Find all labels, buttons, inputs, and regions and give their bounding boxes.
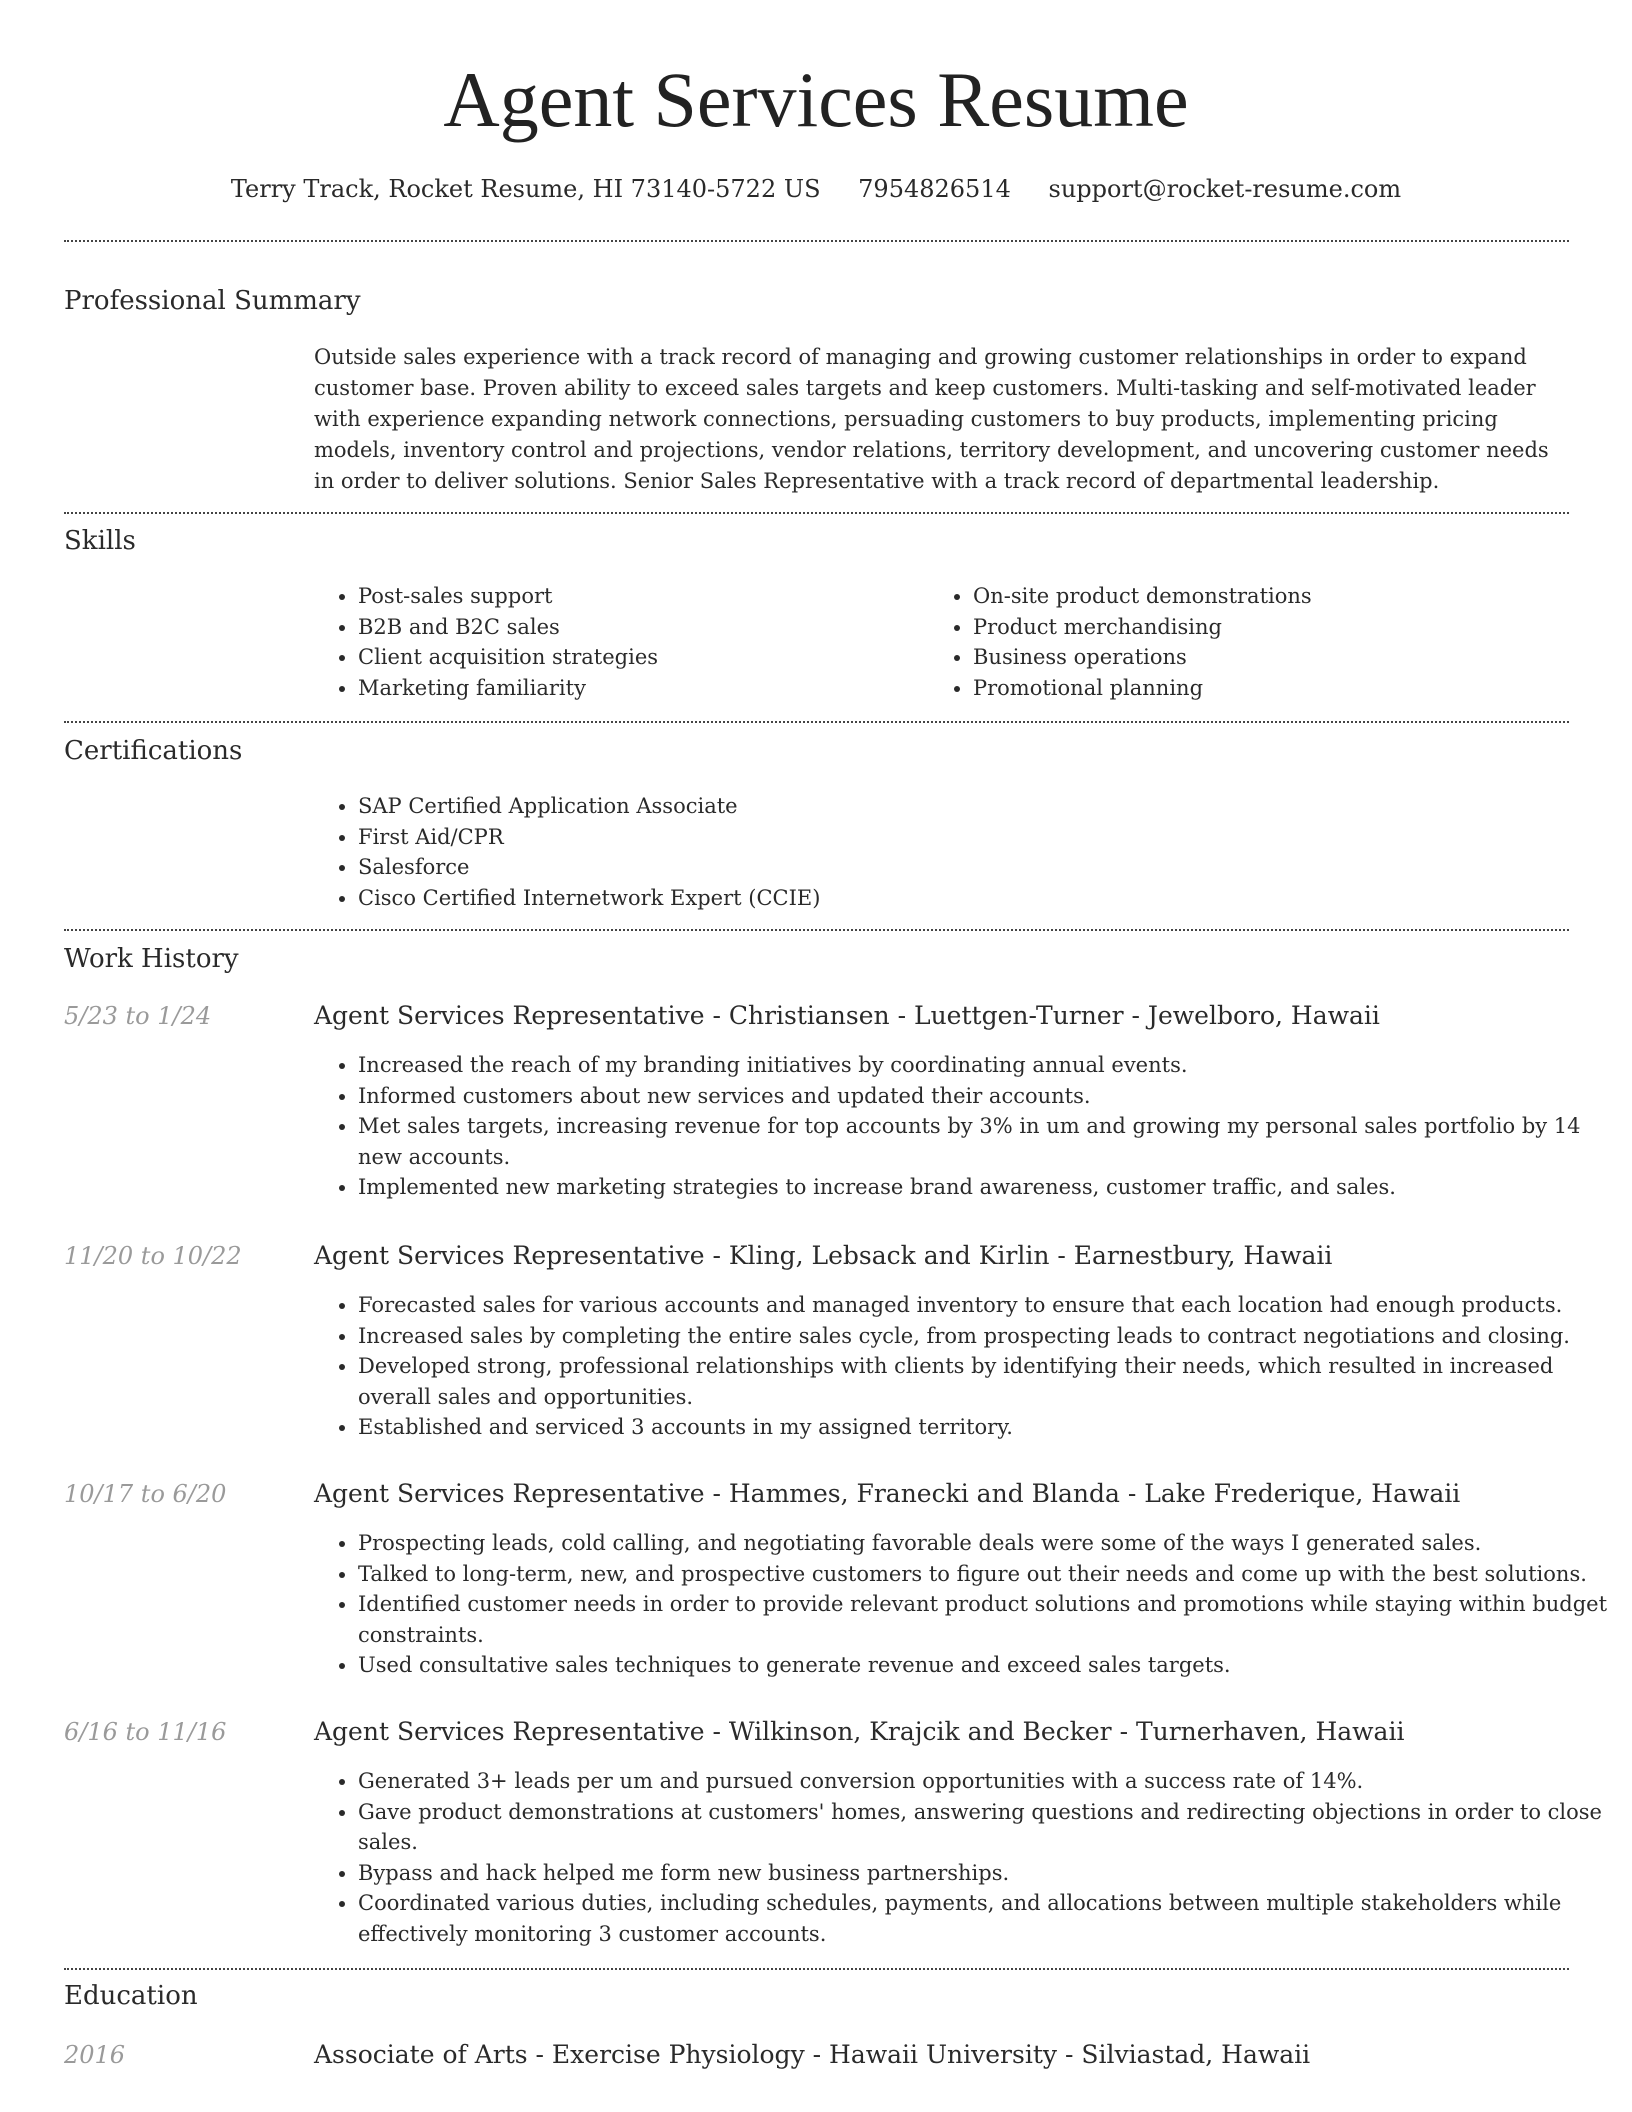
- education-title: Associate of Arts - Exercise Physiology - Hawaii University - Silviastad, Hawaii: [314, 2040, 1311, 2069]
- certification-item: • Cisco Certified Internetwork Expert (CCIE): [358, 883, 1558, 914]
- job-date: 10/17 to 6/20: [64, 1480, 227, 1508]
- resume-title: Agent Services Resume: [443, 56, 1189, 143]
- job-bullet: • Coordinated various duties, including schedules, payments, and allocations between multiple stakeholders while effectively monitoring 3 customer accounts.: [358, 1888, 1616, 1949]
- job-bullet: • Met sales targets, increasing revenue for top accounts by 3% in um and growing my personal sales portfolio by 14 new accounts.: [358, 1111, 1616, 1172]
- job-bullet: • Generated 3+ leads per um and pursued conversion opportunities with a success rate of 14%.: [358, 1766, 1616, 1797]
- job-bullet: • Forecasted sales for various accounts and managed inventory to ensure that each location had enough products.: [358, 1290, 1616, 1321]
- skill-item: • Marketing familiarity: [358, 673, 938, 704]
- skill-item: • Product merchandising: [973, 612, 1593, 643]
- job-bullet: • Identified customer needs in order to provide relevant product solutions and promotions while staying within budget constraints.: [358, 1589, 1616, 1650]
- divider: [64, 929, 1569, 931]
- job-bullets: [314, 1528, 1616, 1681]
- contact-address: Terry Track, Rocket Resume, HI 73140-5722 US: [230, 175, 821, 203]
- skill-item: • Promotional planning: [973, 673, 1593, 704]
- skill-item: • Client acquisition strategies: [358, 642, 938, 673]
- job-bullet: • Bypass and hack helped me form new business partnerships.: [358, 1858, 1616, 1889]
- job-bullet: • Used consultative sales techniques to generate revenue and exceed sales targets.: [358, 1650, 1616, 1681]
- job-bullet: • Increased sales by completing the entire sales cycle, from prospecting leads to contract negotiations and closing.: [358, 1321, 1616, 1352]
- education-date: 2016: [64, 2041, 126, 2069]
- certification-item: • First Aid/CPR: [358, 822, 1558, 853]
- certifications-list: [314, 791, 1558, 913]
- skill-item: • On-site product demonstrations: [973, 581, 1593, 612]
- contact-phone: 7954826514: [858, 175, 1011, 203]
- skills-list-right: [929, 581, 1593, 703]
- skill-item: • Post-sales support: [358, 581, 938, 612]
- job-date: 11/20 to 10/22: [64, 1242, 242, 1270]
- job-bullet: • Increased the reach of my branding initiatives by coordinating annual events.: [358, 1050, 1616, 1081]
- skills-list-left: [314, 581, 938, 703]
- job-bullets: [314, 1766, 1616, 1949]
- job-bullet: • Informed customers about new services and updated their accounts.: [358, 1081, 1616, 1112]
- divider: [64, 512, 1569, 514]
- divider: [64, 240, 1569, 242]
- job-bullet: • Gave product demonstrations at customers' homes, answering questions and redirecting objections in order to close sales.: [358, 1797, 1616, 1858]
- job-title: Agent Services Representative - Hammes, Franecki and Blanda - Lake Frederique, Hawaii: [314, 1479, 1461, 1508]
- skill-item: • B2B and B2C sales: [358, 612, 938, 643]
- section-title-skills: Skills: [64, 526, 136, 556]
- section-title-summary: Professional Summary: [64, 286, 361, 316]
- job-title: Agent Services Representative - Christiansen - Luettgen-Turner - Jewelboro, Hawaii: [314, 1001, 1380, 1030]
- job-bullet: • Implemented new marketing strategies to increase brand awareness, customer traffic, and sales.: [358, 1172, 1616, 1203]
- job-bullet: • Prospecting leads, cold calling, and negotiating favorable deals were some of the ways I generated sales.: [358, 1528, 1616, 1559]
- job-bullet: • Established and serviced 3 accounts in my assigned territory.: [358, 1412, 1616, 1443]
- contact-line: [0, 172, 1632, 206]
- summary-text: Outside sales experience with a track record of managing and growing customer relationships in order to expand customer base. Proven ability to exceed sales targets and keep customers. Multi-tasking and self-motivated leader with experience expanding network connections, persuading customers to buy products, implementing pricing models, inventory control and projections, vendor relations, territory development, and uncovering customer needs in order to deliver solutions. Senior Sales Representative with a track record of departmental leadership.: [314, 345, 1549, 493]
- job-title: Agent Services Representative - Wilkinson, Krajcik and Becker - Turnerhaven, Hawaii: [314, 1717, 1405, 1746]
- certification-item: • SAP Certified Application Associate: [358, 791, 1558, 822]
- job-date: 6/16 to 11/16: [64, 1718, 227, 1746]
- job-bullets: [314, 1290, 1616, 1443]
- section-title-education: Education: [64, 1981, 198, 2011]
- job-bullet: • Developed strong, professional relationships with clients by identifying their needs, which resulted in increased overall sales and opportunities.: [358, 1351, 1616, 1412]
- job-bullet: • Talked to long-term, new, and prospective customers to figure out their needs and come up with the best solutions.: [358, 1559, 1616, 1590]
- section-title-work-history: Work History: [64, 944, 239, 974]
- certification-item: • Salesforce: [358, 852, 1558, 883]
- contact-email: support@rocket-resume.com: [1048, 175, 1402, 203]
- section-title-certifications: Certifications: [64, 736, 243, 766]
- job-bullets: [314, 1050, 1616, 1203]
- divider: [64, 721, 1569, 723]
- divider: [64, 1968, 1569, 1970]
- job-title: Agent Services Representative - Kling, Lebsack and Kirlin - Earnestbury, Hawaii: [314, 1241, 1333, 1270]
- job-date: 5/23 to 1/24: [64, 1002, 212, 1030]
- skill-item: • Business operations: [973, 642, 1593, 673]
